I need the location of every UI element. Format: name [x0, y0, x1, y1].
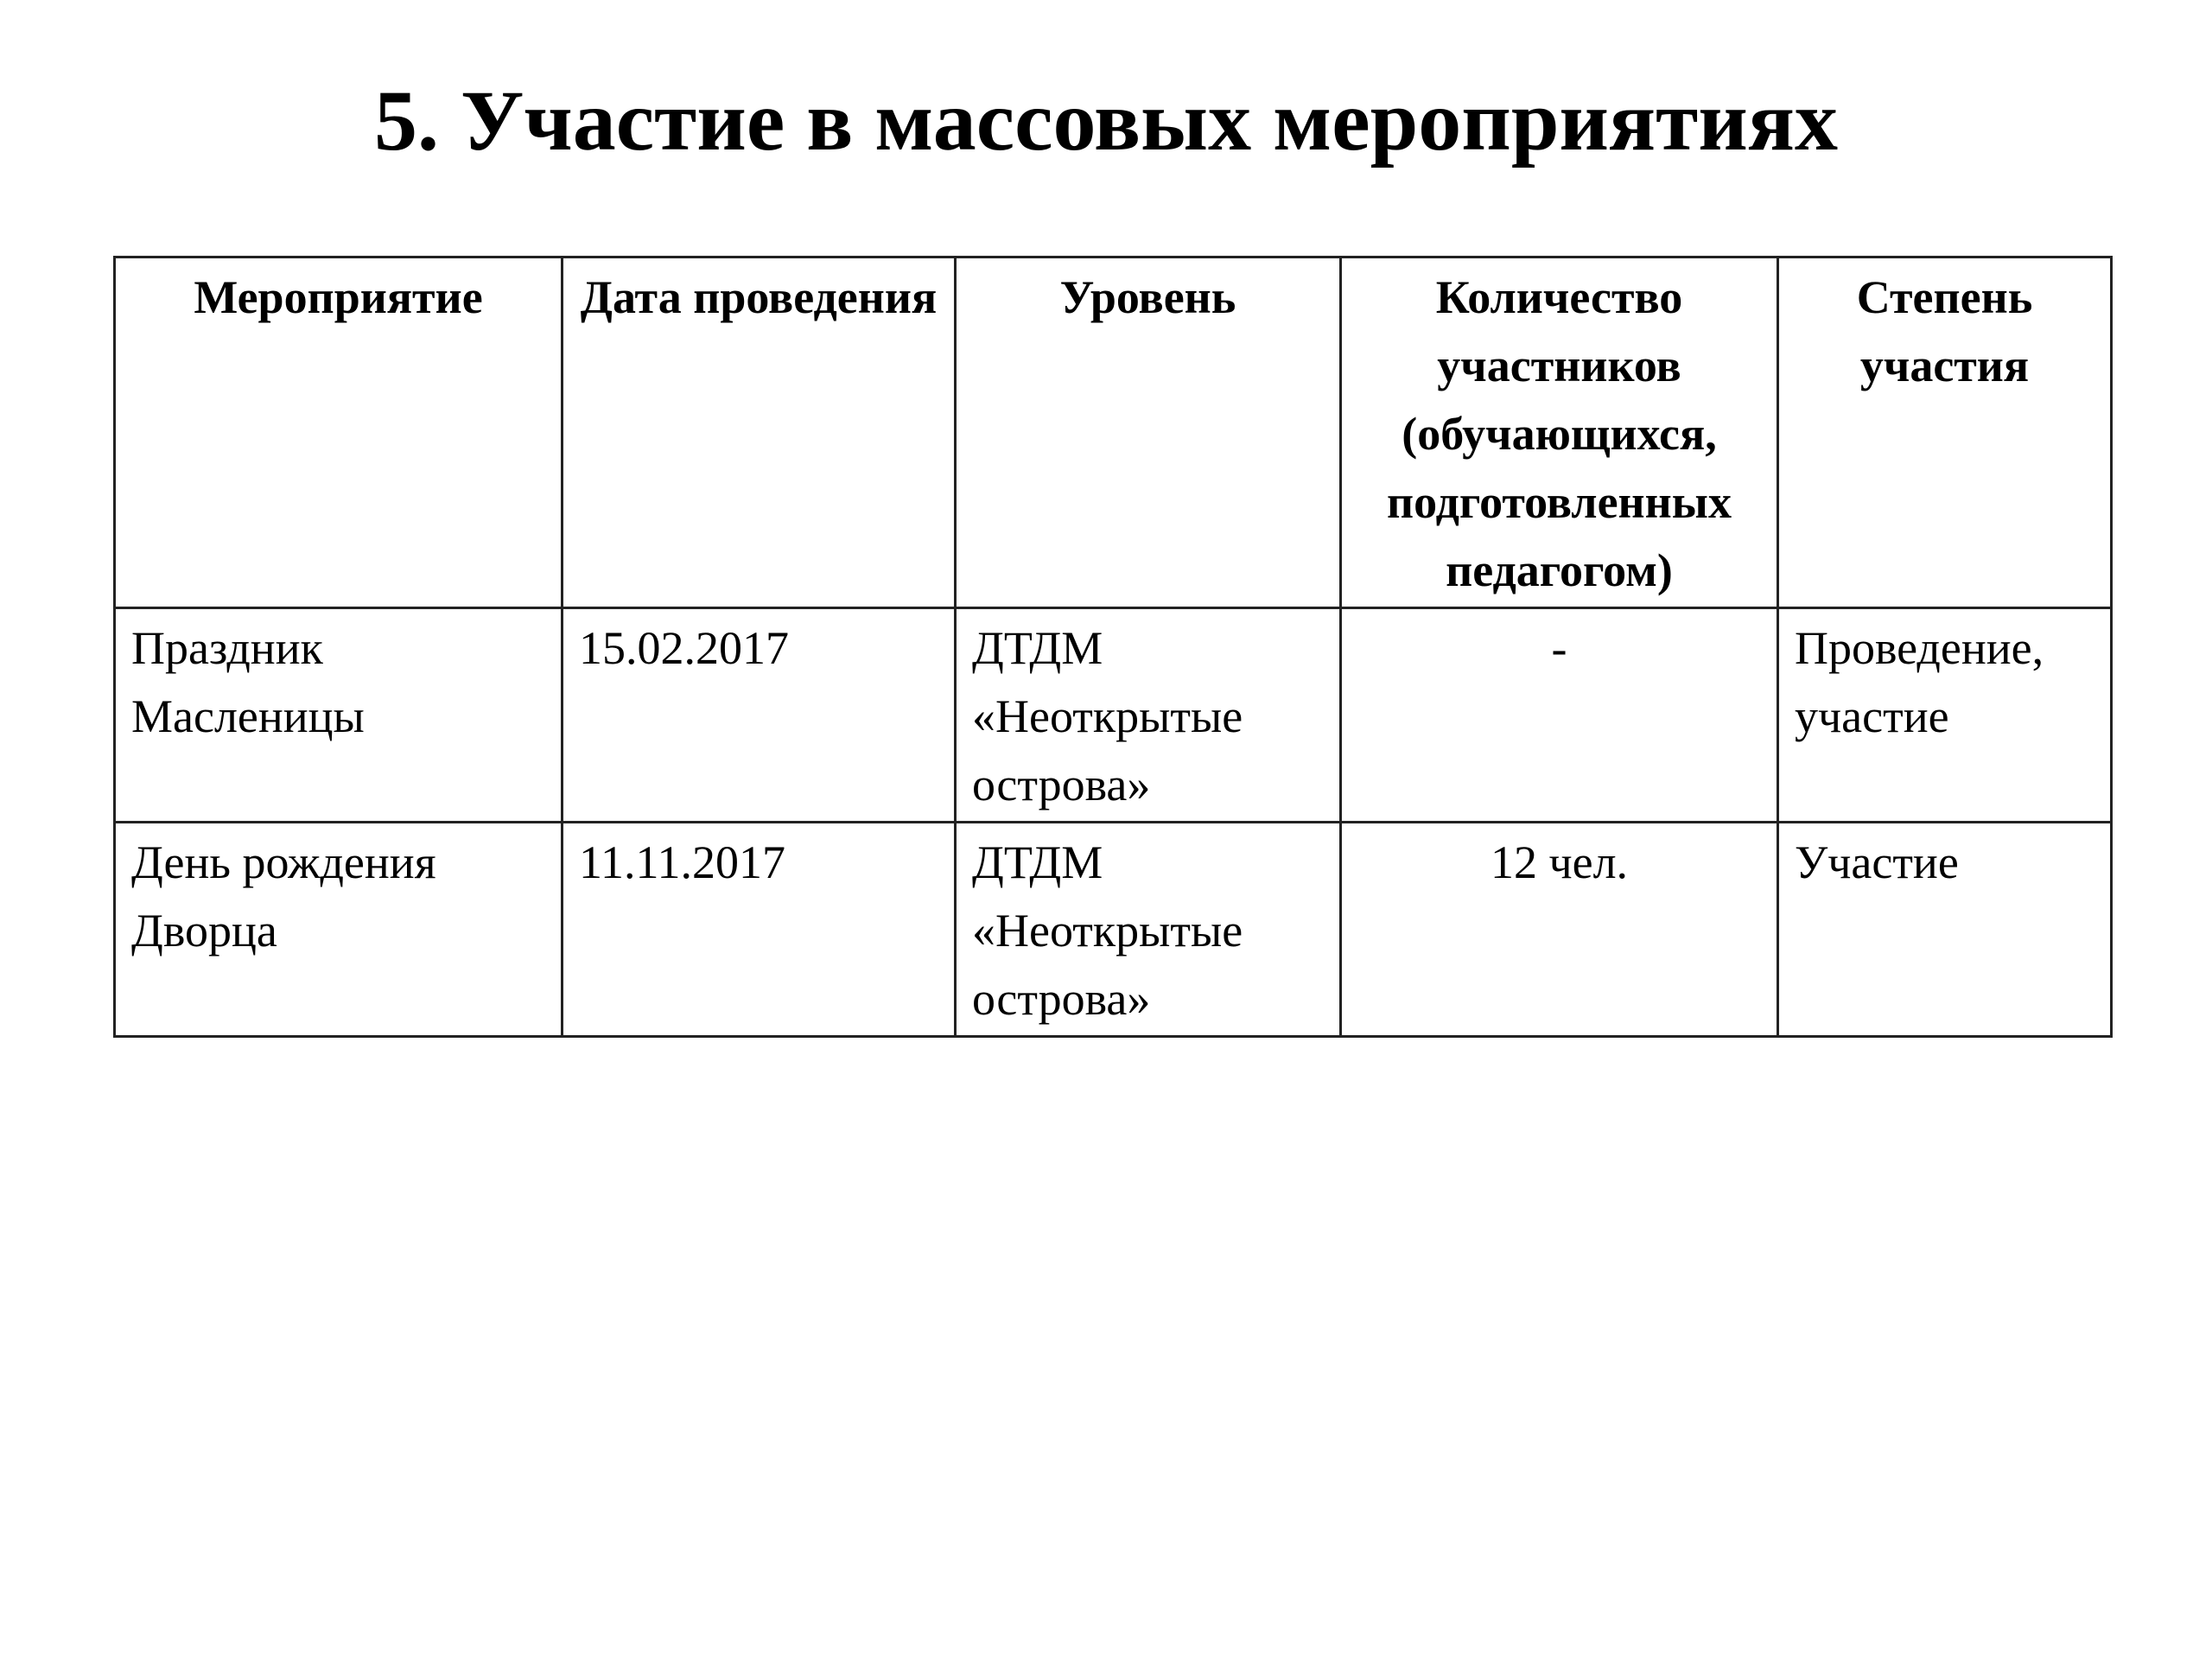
cell-event: Праздник Масленицы	[115, 608, 563, 823]
table-header-row	[115, 257, 2112, 608]
cell-participants: -	[1341, 608, 1778, 823]
header-role: Степень участия	[1778, 257, 2112, 608]
header-date: Дата проведения	[563, 257, 956, 608]
table-row	[115, 608, 2112, 823]
cell-level: ДТДМ «Неоткрытые острова»	[956, 608, 1341, 823]
slide-title: 5. Участие в массовых мероприятиях	[374, 73, 1838, 168]
table-row	[115, 823, 2112, 1037]
header-level: Уровень	[956, 257, 1341, 608]
cell-role: Проведение, участие	[1778, 608, 2112, 823]
events-table	[113, 256, 2113, 1038]
cell-event: День рождения Дворца	[115, 823, 563, 1037]
cell-date: 15.02.2017	[563, 608, 956, 823]
cell-role: Участие	[1778, 823, 2112, 1037]
cell-level: ДТДМ «Неоткрытые острова»	[956, 823, 1341, 1037]
cell-date: 11.11.2017	[563, 823, 956, 1037]
header-event: Мероприятие	[115, 257, 563, 608]
cell-participants: 12 чел.	[1341, 823, 1778, 1037]
header-participants: Количество участников (обучающихся, подготовленных педагогом)	[1341, 257, 1778, 608]
